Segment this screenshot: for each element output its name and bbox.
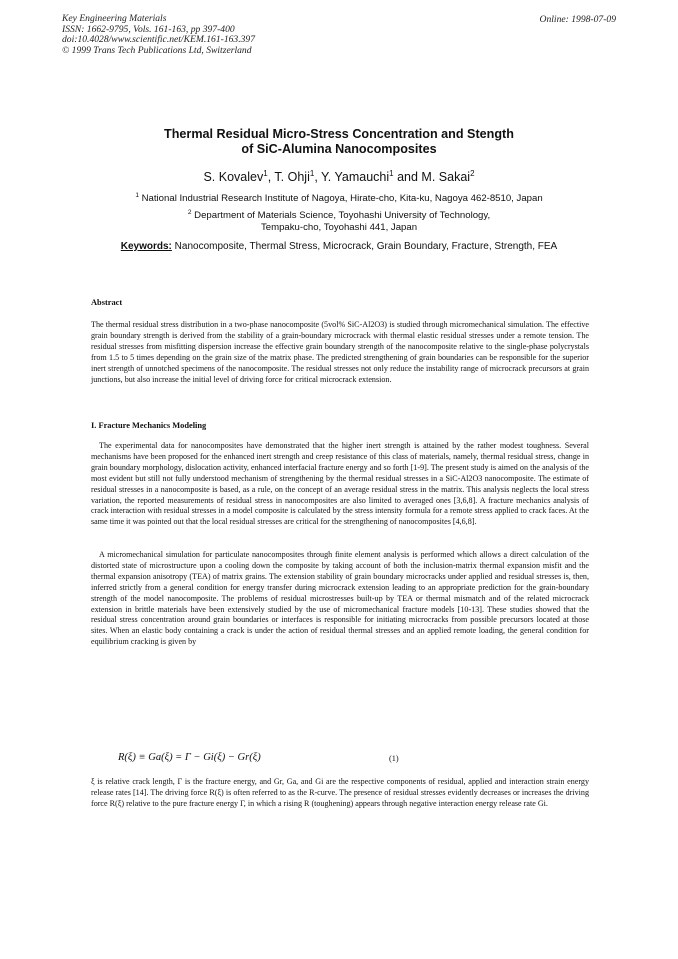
affiliation-number: 1 xyxy=(135,192,139,199)
equation-1: R(ξ) ≡ Ga(ξ) = Γ − Gi(ξ) − Gr(ξ) xyxy=(118,752,261,763)
equation-number: (1) xyxy=(389,754,399,763)
abstract-heading: Abstract xyxy=(91,298,123,307)
paper-title xyxy=(0,127,678,157)
journal-name: Key Engineering Materials xyxy=(62,13,167,24)
abstract-text: The thermal residual stress distribution in a two-phase nanocomposite (5vol% SiC-Al2O3) is studied through micromechanical simulation. The effective grain boundary strength is derived from the stability of a grain-boundary microcrack with thermal elastic residual stresses under a remote tension. The residual stresses from misfitting dispersion increase the effective grain boundary strength of the nanocomposite relative to the single-phase polycrystals from 1.5 to 5 times depending on the grain size of the matrix phase. The predicted strengthening of grain boundaries can be responsible for the superior inert strength of unnotched specimens of the nanocomposite. The residual stresses not only reduce the instability range of microcrack precursors at grain junctions, but also increase the initial level of driving force for critical microcrack extension. xyxy=(91,320,589,384)
section-heading: I. Fracture Mechanics Modeling xyxy=(91,421,207,430)
author-affiliation-mark: 1 xyxy=(389,169,394,178)
affiliation-text: Department of Materials Science, Toyohashi University of Technology, xyxy=(194,210,491,222)
keywords-text: Nanocomposite, Thermal Stress, Microcrack, Grain Boundary, Fracture, Strength, FEA xyxy=(174,241,558,252)
affiliation-1 xyxy=(0,190,678,205)
body-paragraph: ξ is relative crack length, Γ is the fracture energy, and Gr, Ga, and Gi are the respective components of residual, applied and interaction strain energy release rates [14]. The driving force R(ξ) is often referred to as the R-curve. The presence of residual stresses evidently decreases or increases the driving force R(ξ) relative to the pure fracture energy Γ, in which a rising R (toughening) appears through negative interaction energy release rate Gi. xyxy=(91,777,589,808)
body-paragraph: The experimental data for nanocomposites have demonstrated that the higher inert strength is attained by the rather modest toughness. Several mechanisms have been proposed for the enhanced inert strength and creep resistance of this class of materials, namely, thermal residual stress, change in grain boundary morphology, dislocation activity, enhanced interfacial fracture energy and so forth [1-9]. The present study is aimed on the analysis of the most evident but still not fully understood mechanism of strengthening by the thermal residual stresses in a SiC-Al2O3 nanocomposite. The estimate of residual stresses in a nanocomposite is based, as a rule, on the concept of an average residual stress in the matrix. This analysis neglects the local stress variation, the reported measurements of residual stress in nanocomposites are also limited to averaged ones [3,6,8]. A fracture mechanics analysis of crack interaction with residual stresses in a model composite is calculated by the stress intensity formula for a remote stress applied to crack faces. At the same time it was pointed out that the local residual stresses are critical for the strengthening of nanocomposites [4,6,8]. xyxy=(91,441,589,527)
affiliation-2 xyxy=(0,207,678,234)
keywords-label: Keywords: xyxy=(120,241,172,252)
copyright-line: © 1999 Trans Tech Publications Ltd, Switzerland xyxy=(62,44,252,56)
affiliation-number: 2 xyxy=(187,209,192,216)
author-list: S. Kovalev$^1$, T. Ohji$^1$, Y. Yamauchi$^1$ and M. Sakai$^2$ xyxy=(203,169,475,185)
author-name: T. Ohji xyxy=(274,170,310,185)
title-line-1: Thermal Residual Micro-Stress Concentration and Stength xyxy=(164,127,514,141)
doi-line[interactable]: doi:10.4028/www.scientific.net/KEM.161-163.397 xyxy=(62,34,256,46)
affiliation-address: Tempaku-cho, Toyohashi 441, Japan xyxy=(260,222,418,234)
author-name: S. Kovalev xyxy=(203,170,264,185)
author-name: M. Sakai xyxy=(421,170,471,185)
author-affiliation-mark: 1 xyxy=(309,169,315,178)
online-date: Online: 1998-07-09 xyxy=(539,14,616,25)
body-paragraph: A micromechanical simulation for particulate nanocomposites through finite element analysis is performed which allows a direct calculation of the distorted state of microstructure upon a cooling down the composite by taking account of both the inclusion-matrix thermal expansion misfit and the thermal expansion anisotropy (TEA) of matrix grains. The extension stability of grain boundary microcracks under applied and residual stresses is, then, inferred strictly from a general condition for energy transfer during microcrack extension leading to an appropriate prediction for the grain-boundary strength of the model nanocomposite. The problems of residual microstresses built-up by TEA or thermal mismatch and of the related microcrack extension in brittle materials have been extensively studied by the use of micromechanical fracture models [10-13]. These studies showed that the residual stress concentration around grain boundaries or interfaces is responsible for initiating microcracks from possible precursors located at those sites. When an elastic body containing a crack is under the action of residual thermal stresses and an applied remote loading, the general condition for equilibrium cracking is given by xyxy=(91,550,589,647)
affiliation-text: National Industrial Research Institute of Nagoya, Hirate-cho, Kita-ku, Nagoya 462-8510, Japan xyxy=(141,193,543,205)
author-affiliation-mark: 1 xyxy=(263,169,268,178)
title-line-2: of SiC-Alumina Nanocomposites xyxy=(241,142,437,156)
issn-line: ISSN: 1662-9795, Vols. 161-163, pp 397-400 xyxy=(62,23,235,35)
keywords-line xyxy=(0,241,678,252)
journal-metadata xyxy=(62,14,255,56)
author-affiliation-mark: 2 xyxy=(470,169,475,178)
author-name: Y. Yamauchi xyxy=(321,170,390,185)
